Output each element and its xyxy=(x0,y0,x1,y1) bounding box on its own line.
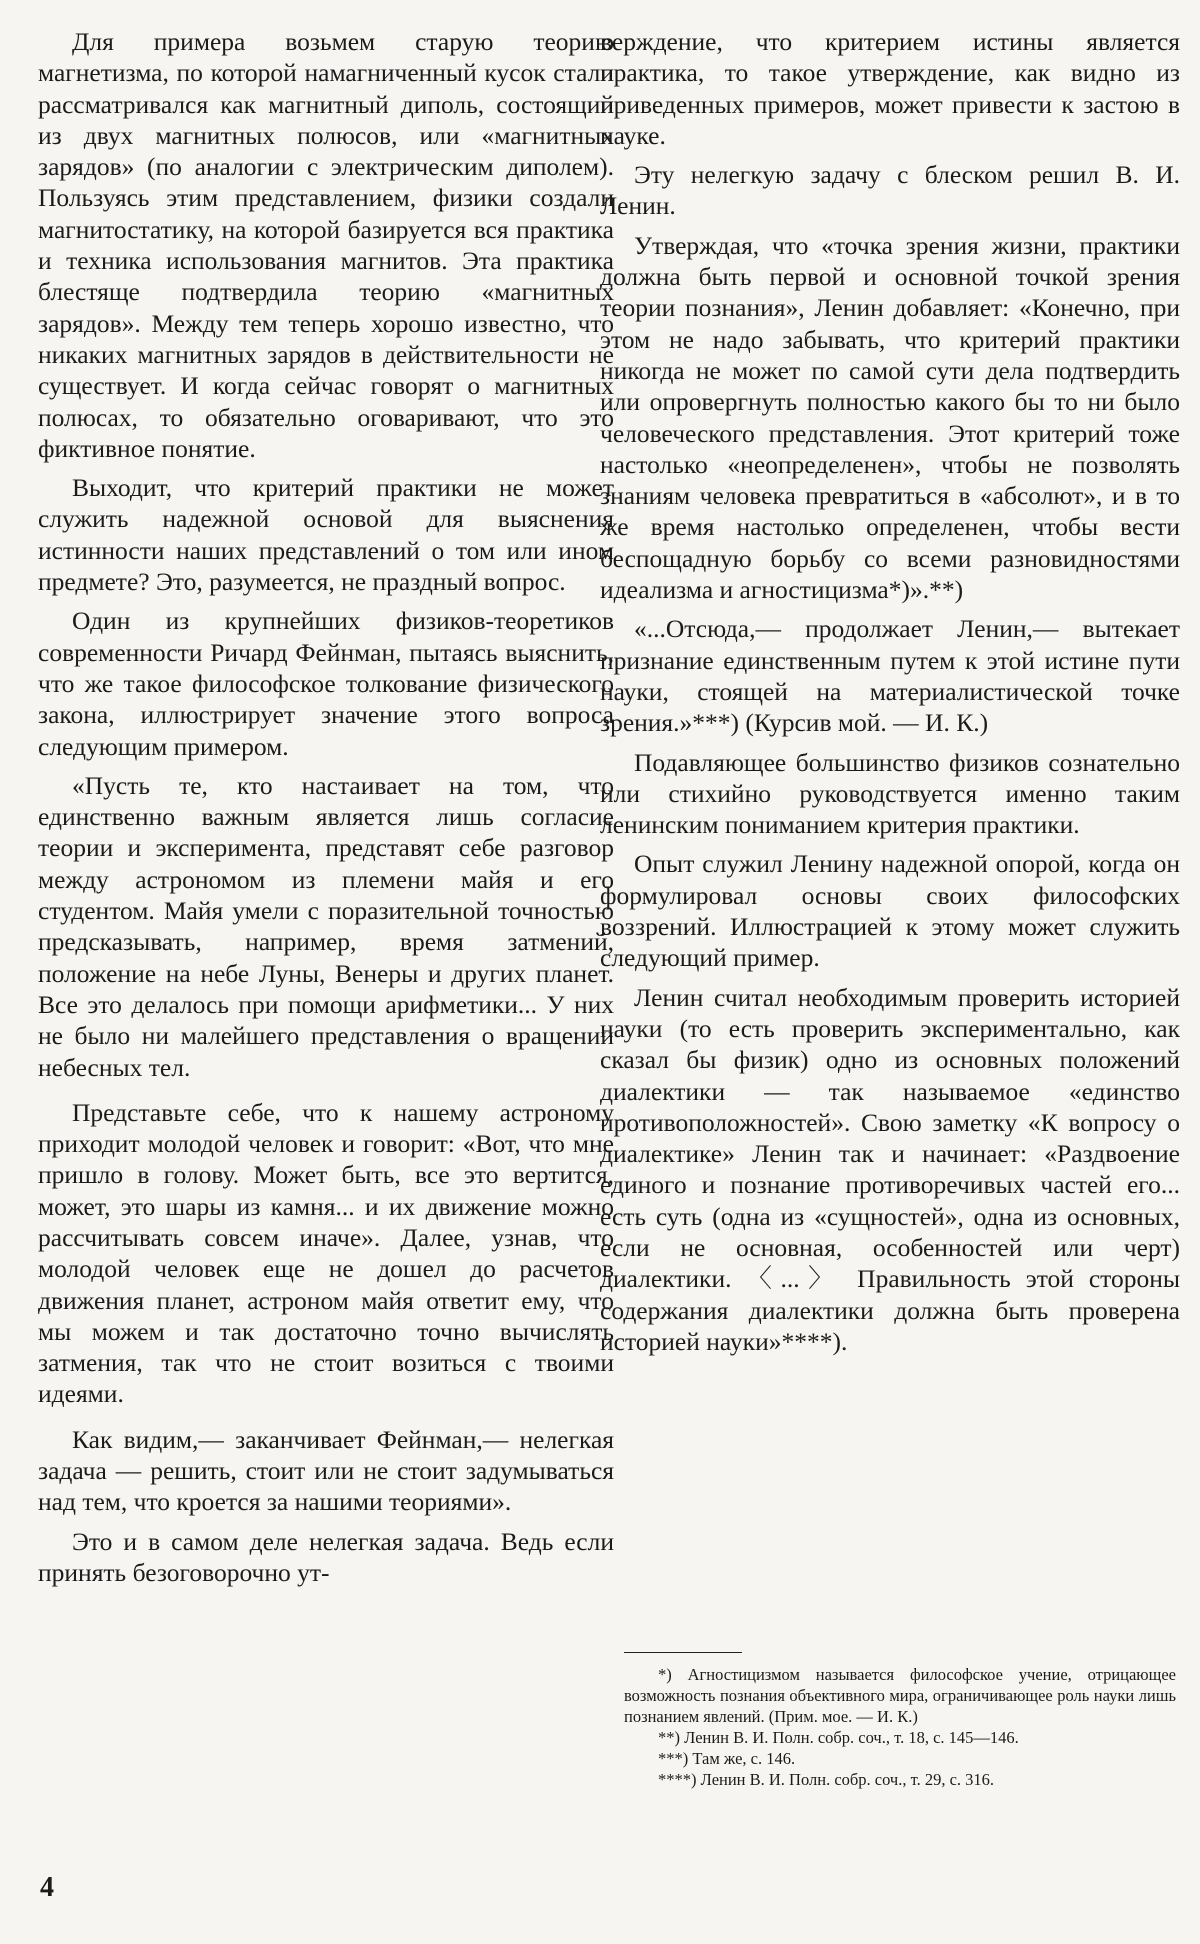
footnote: ****) Ленин В. И. Полн. собр. соч., т. 29, с. 316. xyxy=(658,1770,995,1789)
paragraph: Ленин считал необходимым проверить историей науки (то есть проверить экспериментально, как сказал бы физик) одно из основных положений диалектики — так называемое «единство противоположностей». Свою заметку «К вопросу о диалектике» Ленин так и начинает: «Раздвоение единого и познание противоречивых частей его... есть суть (одна из «сущностей», одна из основных, если не основная, особенностей или черт) диалектики. 〈...〉 Правильность этой стороны содержания диалектики должна быть проверена историей науки»****). xyxy=(600,982,1180,1356)
footnote-divider xyxy=(624,1652,742,1653)
paragraph: Утверждая, что «точка зрения жизни, практики должна быть первой и основной точкой зрения теории познания», Ленин добавляет: «Конечно, при этом не надо забывать, что критерий практики никогда не может по самой сути дела подтвердить или опровергнуть полностью какого бы то ни было человеческого представления. Этот критерий тоже настолько «неопределенен», чтобы не позволять знаниям человека превратиться в «абсолют», и в то же время настолько определенен, чтобы вести беспощадную борьбу со всеми разновидностями идеализма и агностицизма*)».**) xyxy=(600,230,1180,605)
paragraph: «Пусть те, кто настаивает на том, что единственно важным является лишь согласие теории и эксперимента, представят себе разговор между астрономом из племени майя и его студентом. Майя умели с поразительной точностью предсказывать, например, время затмений, положение на небе Луны, Венеры и других планет. Все это делалось при помощи арифметики... У них не было ни малейшего представления о вращении небесных тел. xyxy=(38,770,614,1082)
footnotes xyxy=(624,1664,1176,1790)
paragraph: Эту нелегкую задачу с блеском решил В. И. Ленин. xyxy=(600,160,1180,221)
paragraph: Подавляющее большинство физиков сознательно или стихийно руководствуется именно таким ленинским пониманием критерия практики. xyxy=(600,747,1180,840)
paragraph: верждение, что критерием истины является практика, то такое утверждение, как видно из приведенных примеров, может привести к застою в науке. xyxy=(600,27,1180,150)
footnote: **) Ленин В. И. Полн. собр. соч., т. 18, с. 145—146. xyxy=(658,1728,1019,1747)
paragraph: Представьте себе, что к нашему астроному приходит молодой человек и говорит: «Вот, что мне пришло в голову. Может быть, все это вертится, может, это шары из камня... и их движение можно рассчитывать совсем иначе». Далее, узнав, что молодой человек еще не дошел до расчетов движения планет, астроном майя ответит ему, что мы можем и так достаточно точно вычислять затмения, так что не стоит возиться с твоими идеями. xyxy=(38,1097,614,1409)
paragraph: Один из крупнейших физиков-теоретиков современности Ричард Фейнман, пытаясь выяснить, что же такое философское толкование физического закона, иллюстрирует значение этого вопроса следующим примером. xyxy=(38,606,614,761)
paragraph: Выходит, что критерий практики не может служить надежной основой для выяснения истинности наших представлений о том или ином предмете? Это, разумеется, не праздный вопрос. xyxy=(38,473,614,597)
paragraph: Это и в самом деле нелегкая задача. Ведь если принять безоговорочно ут- xyxy=(38,1526,614,1587)
paragraph: Опыт служил Ленину надежной опорой, когда он формулировал основы своих философских воззрений. Иллюстрацией к этому может служить следующий пример. xyxy=(600,849,1180,973)
paragraph: Для примера возьмем старую теорию магнетизма, по которой намагниченный кусок стали рассматривался как магнитный диполь, состоящий из двух магнитных полюсов, или «магнитных зарядов» (по аналогии с электрическим диполем). Пользуясь этим представлением, физики создали магнитостатику, на которой базируется вся практика и техника использования магнитов. Эта практика блестяще подтвердила теорию «магнитных зарядов». Между тем теперь хорошо известно, что никаких магнитных зарядов в действительности не существует. И когда сейчас говорят о магнитных полюсах, то обязательно оговаривают, что это фиктивное понятие. xyxy=(38,27,614,463)
left-column xyxy=(38,26,614,1596)
footnote: ***) Там же, с. 146. xyxy=(658,1749,796,1768)
footnote: *) Агностицизмом называется философское учение, отрицающее возможность познания объективного мира, ограничивающее роль науки лишь познанием явлений. (Прим. мое. — И. К.) xyxy=(624,1665,1176,1726)
page-number: 4 xyxy=(40,1872,54,1903)
paragraph: Как видим,— заканчивает Фейнман,— нелегкая задача — решить, стоит или не стоит задумываться над тем, что кроется за нашими теориями». xyxy=(38,1424,614,1517)
paragraph: «...Отсюда,— продолжает Ленин,— вытекает признание единственным путем к этой истине пути науки, стоящей на материалистической точке зрения.»***) (Курсив мой. — И. К.) xyxy=(600,614,1180,738)
right-column xyxy=(600,26,1180,1365)
